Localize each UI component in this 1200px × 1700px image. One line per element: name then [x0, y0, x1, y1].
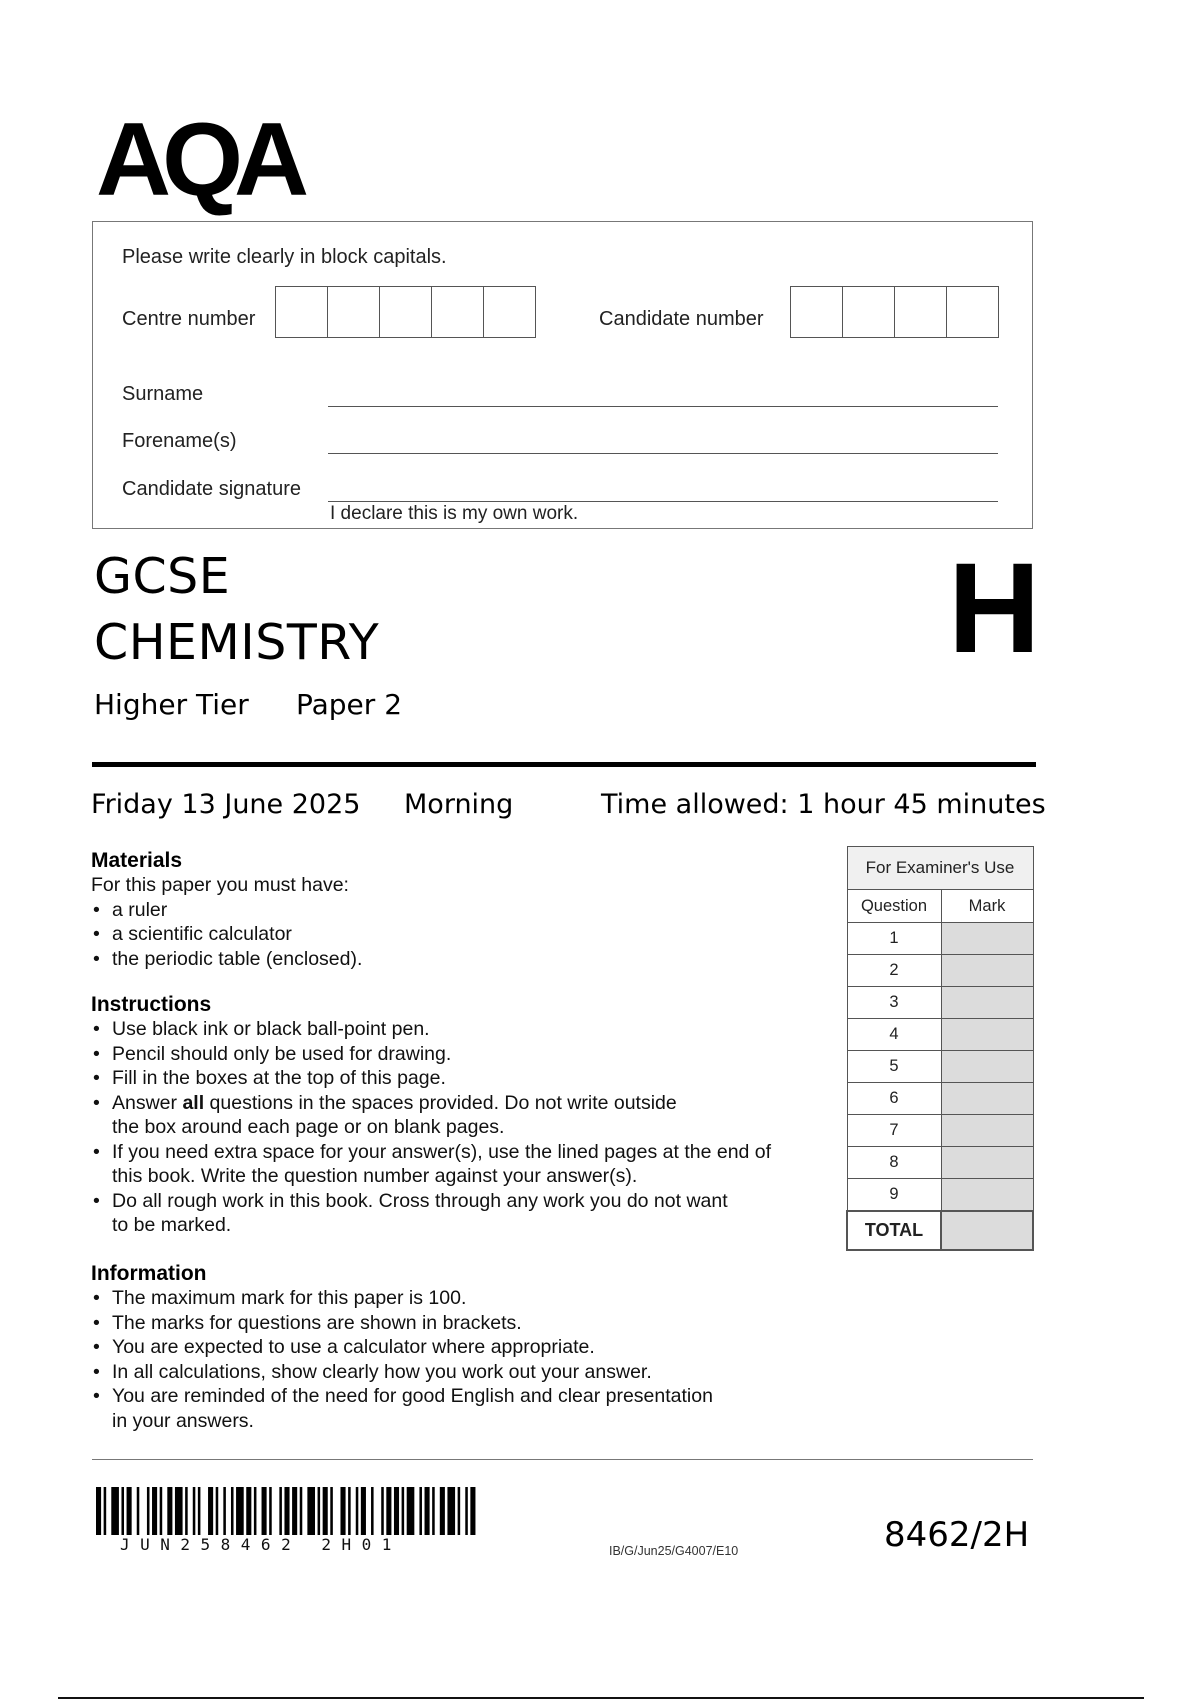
tier-letter: H [948, 537, 1041, 680]
instruction-text: Pencil should only be used for drawing. [112, 1042, 452, 1065]
mark-cell [941, 987, 1033, 1019]
instruction-item [91, 1091, 831, 1140]
instruction-item [91, 1189, 831, 1238]
question-number: 5 [847, 1051, 941, 1083]
footer-divider [92, 1459, 1033, 1460]
centre-number-digit-box[interactable] [431, 286, 484, 338]
centre-number-digit-box[interactable] [379, 286, 432, 338]
title-divider [92, 762, 1036, 767]
information-section [91, 1262, 831, 1433]
materials-item: • a ruler [91, 898, 791, 923]
instruction-text: If you need extra space for your answer(s), use the lined pages at the end of [112, 1140, 772, 1163]
instruction-text: Answer [112, 1091, 183, 1114]
time-allowed: Time allowed: 1 hour 45 minutes [601, 789, 1046, 820]
forenames-label: Forename(s) [122, 430, 237, 452]
information-item-text: You are reminded of the need for good English and clear presentation [112, 1385, 713, 1407]
information-list [91, 1286, 831, 1433]
information-item-text: In all calculations, show clearly how you work out your answer. [112, 1360, 652, 1383]
exam-date: Friday 13 June 2025 [91, 789, 361, 820]
candidate-number-digit-box[interactable] [894, 286, 947, 338]
mark-column-header: Mark [941, 890, 1033, 923]
barcode [96, 1487, 478, 1535]
instruction-item [91, 1017, 831, 1042]
information-item [91, 1286, 831, 1311]
centre-number-digit-box[interactable] [327, 286, 380, 338]
surname-label: Surname [122, 383, 204, 405]
materials-section [91, 849, 791, 971]
instruction-text: to be marked. [112, 1214, 232, 1236]
examiner-use-title: For Examiner's Use [847, 847, 1033, 890]
candidate-number-boxes [791, 286, 999, 338]
instructions-heading: Instructions [91, 993, 212, 1016]
question-number: 7 [847, 1115, 941, 1147]
signature-label: Candidate signature [122, 478, 302, 500]
candidate-number-digit-box[interactable] [946, 286, 999, 338]
information-item [91, 1311, 831, 1336]
information-item [91, 1335, 831, 1360]
information-item-text: The maximum mark for this paper is 100. [112, 1287, 467, 1309]
information-item-text: The marks for questions are shown in brackets. [112, 1311, 522, 1334]
forenames-field[interactable] [328, 453, 998, 454]
mark-cell [941, 955, 1033, 987]
centre-number-boxes [276, 286, 536, 338]
centre-number-label: Centre number [122, 308, 256, 330]
tier-label: Higher Tier [94, 688, 249, 721]
examiner-use-table [846, 846, 1034, 1251]
instruction-text: Use black ink or black ball-point pen. [112, 1018, 430, 1040]
question-number: 2 [847, 955, 941, 987]
instruction-text: the box around each page or on blank pages. [112, 1116, 505, 1138]
centre-number-digit-box[interactable] [483, 286, 536, 338]
information-item [91, 1384, 831, 1433]
aqa-logo: AQA [96, 102, 301, 218]
mark-cell [941, 1051, 1033, 1083]
mark-cell [941, 923, 1033, 955]
information-item-text: You are expected to use a calculator where appropriate. [112, 1336, 595, 1358]
information-item [91, 1360, 831, 1385]
surname-field[interactable] [328, 406, 998, 407]
question-number: 4 [847, 1019, 941, 1051]
instructions-section [91, 993, 831, 1238]
mark-cell [941, 1179, 1033, 1211]
instruction-emphasis: all [182, 1091, 205, 1114]
paper-label: Paper 2 [296, 688, 403, 721]
materials-list [91, 898, 791, 972]
instruction-text: this book. Write the question number against your answer(s). [112, 1165, 638, 1187]
question-number: 9 [847, 1179, 941, 1211]
mark-cell [941, 1115, 1033, 1147]
question-column-header: Question [847, 890, 941, 923]
paper-code: 8462/2H [884, 1515, 1030, 1555]
total-label: TOTAL [847, 1211, 941, 1250]
candidate-number-digit-box[interactable] [790, 286, 843, 338]
exam-session: Morning [404, 789, 514, 820]
instruction-text: Do all rough work in this book. Cross through any work you do not want [112, 1189, 728, 1212]
mark-cell [941, 1083, 1033, 1115]
instruction-item [91, 1042, 831, 1067]
barcode-text: JUN258462 2H01 [120, 1535, 402, 1554]
declaration-text: I declare this is my own work. [330, 503, 579, 524]
candidate-number-label: Candidate number [599, 308, 764, 330]
reference-code: IB/G/Jun25/G4007/E10 [609, 1544, 739, 1558]
question-number: 6 [847, 1083, 941, 1115]
qualification-title: GCSE [94, 548, 231, 605]
page-bottom-rule [58, 1697, 1144, 1699]
subject-title: CHEMISTRY [94, 614, 380, 671]
information-item-text: in your answers. [112, 1409, 254, 1432]
instruction-text: questions in the spaces provided. Do not write outside [204, 1091, 677, 1114]
materials-intro: For this paper you must have: [91, 874, 349, 896]
question-number: 3 [847, 987, 941, 1019]
block-capitals-instruction: Please write clearly in block capitals. [122, 246, 447, 268]
materials-item: • a scientific calculator [91, 922, 791, 947]
instruction-text: Fill in the boxes at the top of this page. [112, 1067, 446, 1089]
mark-cell [941, 1019, 1033, 1051]
question-number: 8 [847, 1147, 941, 1179]
instruction-item [91, 1140, 831, 1189]
materials-heading: Materials [91, 849, 183, 872]
materials-item: • the periodic table (enclosed). [91, 947, 791, 972]
mark-cell [941, 1147, 1033, 1179]
instruction-item [91, 1066, 831, 1091]
total-mark-cell [941, 1211, 1033, 1250]
centre-number-digit-box[interactable] [275, 286, 328, 338]
candidate-number-digit-box[interactable] [842, 286, 895, 338]
information-heading: Information [91, 1262, 207, 1285]
instructions-list [91, 1017, 831, 1238]
question-number: 1 [847, 923, 941, 955]
signature-field[interactable] [328, 501, 998, 502]
candidate-details-box [92, 221, 1033, 529]
